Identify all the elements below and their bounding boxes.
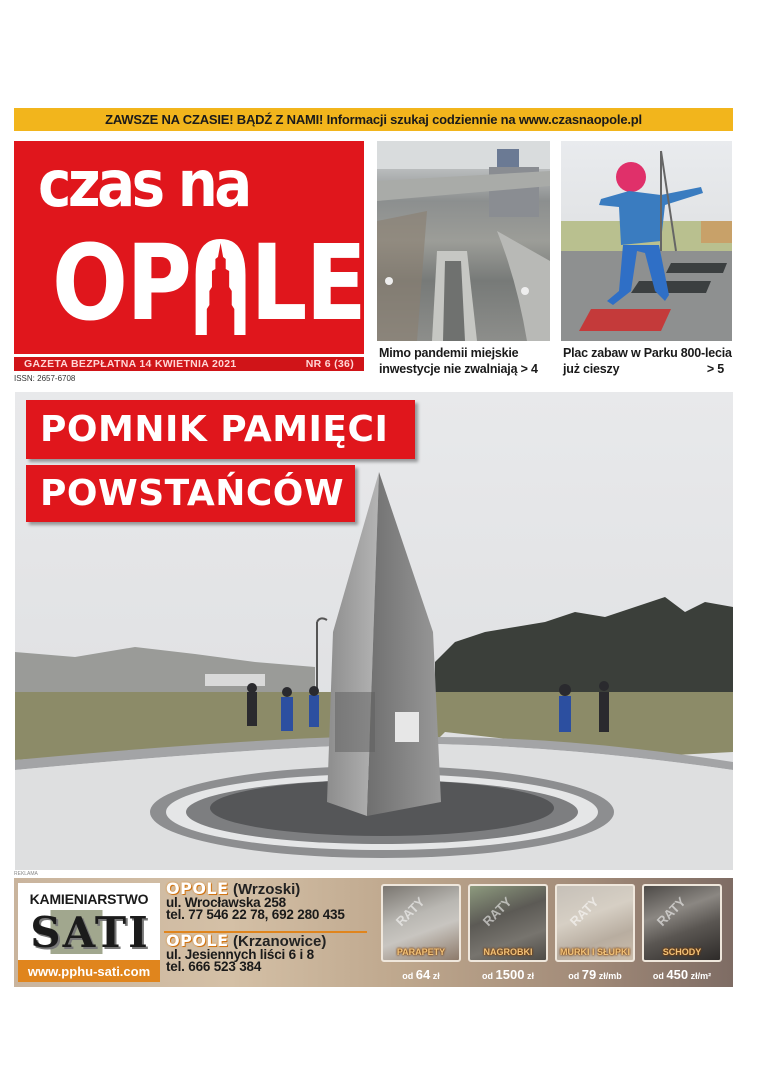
masthead-title-op: OP <box>52 222 191 344</box>
construction-site-illustration <box>377 141 550 341</box>
masthead-title-line2 <box>52 222 365 344</box>
product-parapety[interactable] <box>381 884 461 962</box>
product-label: PARAPETY <box>396 947 446 957</box>
masthead-logo[interactable] <box>14 141 364 357</box>
monument-illustration <box>15 392 733 870</box>
sati-logo[interactable] <box>18 883 160 982</box>
location-street: ul. Jesiennych liści 6 i 8 <box>166 946 314 962</box>
product-label: MURKI I SŁUPKI <box>559 947 630 957</box>
product-price: od 64 zł <box>402 967 440 982</box>
masthead-edition-bar <box>14 357 364 371</box>
location-street: ul. Wrocławska 258 <box>166 894 286 910</box>
teaser-photo-playground[interactable] <box>561 141 732 341</box>
location-district: (Wrzoski) <box>233 881 301 898</box>
top-promo-text: ZAWSZE NA CZASIE! BĄDŹ Z NAMI! Informacji szukaj codziennie na www.czasnaopole.pl <box>105 112 642 127</box>
sati-website-link[interactable]: www.pphu-sati.com <box>18 960 160 982</box>
sati-brand-main: SATI <box>28 910 152 954</box>
ad-tag: REKLAMA <box>14 871 38 877</box>
masthead-title-le: LE <box>250 222 365 344</box>
teaser-page-ref: > 5 <box>706 362 724 376</box>
town-hall-tower-icon <box>192 235 249 335</box>
playground-illustration <box>561 141 732 341</box>
sati-advertisement[interactable] <box>14 878 733 987</box>
raty-watermark: RATY <box>479 894 515 929</box>
teaser-caption-playground[interactable]: Plac zabaw w Parku 800-lecia już cieszy > 5 <box>563 346 732 376</box>
product-nagrobki[interactable] <box>468 884 548 962</box>
product-price: od 79 zł/mb <box>568 967 622 982</box>
main-story-photo[interactable] <box>15 392 733 870</box>
product-murki-slupki[interactable] <box>555 884 635 962</box>
product-price: od 1500 zł <box>482 967 534 982</box>
product-label: SCHODY <box>662 947 702 957</box>
teaser-photo-construction[interactable] <box>377 141 550 341</box>
product-label: NAGROBKI <box>483 947 533 957</box>
teaser-caption-investments[interactable]: Mimo pandemii miejskie inwestycje nie zwalniają > 4 <box>379 346 538 376</box>
raty-watermark: RATY <box>566 894 602 929</box>
masthead-title-line1: czas na <box>38 148 249 222</box>
issn-label: ISSN: 2657-6708 <box>14 374 76 383</box>
top-promo-banner[interactable] <box>14 108 733 131</box>
location-phone[interactable]: tel. 77 546 22 78, 692 280 435 <box>166 907 345 922</box>
ad-location-wrzoski <box>166 879 345 922</box>
location-city: OPOLE <box>166 931 229 950</box>
edition-date: GAZETA BEZPŁATNA 14 KWIETNIA 2021 <box>24 358 237 370</box>
raty-watermark: RATY <box>392 894 428 929</box>
location-city: OPOLE <box>166 879 229 898</box>
ad-location-krzanowice <box>166 931 327 974</box>
issue-number: NR 6 (36) <box>305 358 354 370</box>
product-price: od 450 zł/m² <box>652 967 712 982</box>
location-district: (Krzanowice) <box>233 933 327 950</box>
raty-watermark: RATY <box>653 894 689 929</box>
product-schody[interactable] <box>642 884 722 962</box>
main-headline-line2[interactable]: POWSTAŃCÓW <box>26 465 355 522</box>
location-phone[interactable]: tel. 666 523 384 <box>166 959 262 974</box>
main-headline-line1[interactable]: POMNIK PAMIĘCI <box>26 400 415 459</box>
sati-brand-top: KAMIENIARSTWO <box>29 891 149 907</box>
